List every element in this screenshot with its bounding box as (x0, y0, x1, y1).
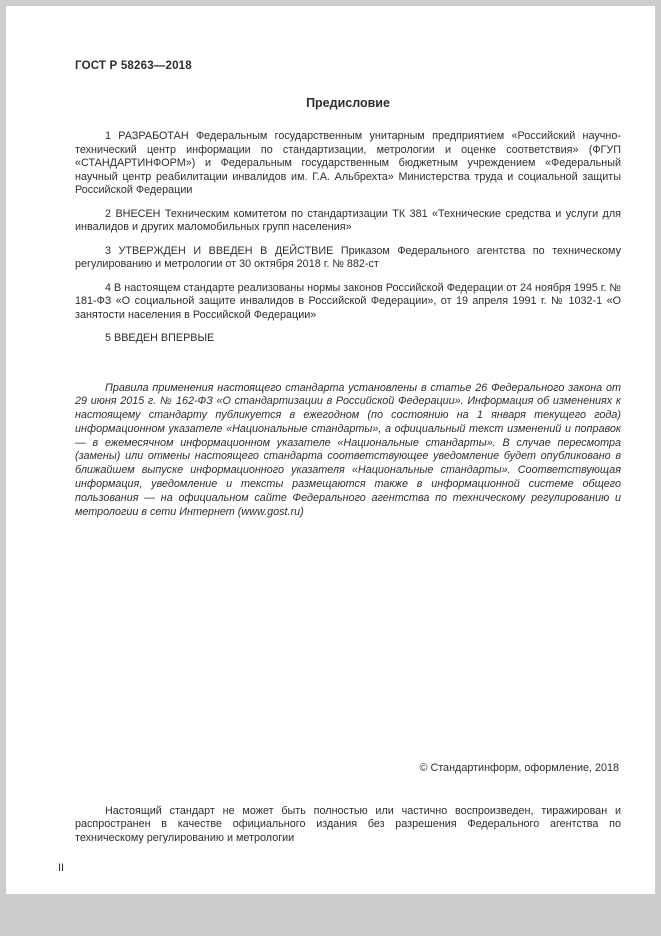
copyright-line: © Стандартинформ, оформление, 2018 (419, 762, 619, 774)
restriction-note: Настоящий стандарт не может быть полностью или частично воспроизведен, тиражирован и распространен в качестве официального издания без разрешения Федерального агентства по техническому регулированию и метрологии (75, 804, 621, 844)
paragraph-developed: 1 РАЗРАБОТАН Федеральным государственным унитарным предприятием «Российский научно-технический центр информации по стандартизации, метрологии и оценке соответствия» (ФГУП «СТАНДАРТИНФОРМ») и Федеральным государственным бюджетным учреждением «Федеральный научный центр реабилитации инвалидов им. Г.А. Альбрехта» Министерства труда и социальной защиты Российской Федерации (75, 130, 621, 196)
paragraph-approved: 3 УТВЕРЖДЕН И ВВЕДЕН В ДЕЙСТВИЕ Приказом Федерального агентства по техническому регулированию и метрологии от 30 октября 2018 г. № 882-ст (75, 244, 621, 270)
paragraph-first-edition: 5 ВВЕДЕН ВПЕРВЫЕ (105, 332, 215, 344)
page-content (75, 60, 621, 519)
page-number: II (58, 862, 65, 874)
page-title: Предисловие (306, 96, 390, 110)
document-page (6, 6, 655, 894)
doc-code: ГОСТ Р 58263—2018 (75, 60, 192, 72)
paragraph-submitted: 2 ВНЕСЕН Техническим комитетом по стандартизации ТК 381 «Технические средства и услуги для инвалидов и других маломобильных групп населения» (75, 207, 621, 233)
legal-note: Правила применения настоящего стандарта установлены в статье 26 Федерального закона от 29 июня 2015 г. № 162-ФЗ «О стандартизации в Российской Федерации». Информация об изменениях к настоящему стандарту публикуется в ежегодном (по состоянию на 1 января текущего года) информационном указателе «Национальные стандарты», а официальный текст изменений и поправок — в ежемесячном информационном указателе «Национальные стандарты». В случае пересмотра (замены) или отмены настоящего стандарта соответствующее уведомление будет опубликовано в ближайшем выпуске информационного указателя «Национальные стандарты». Соответствующая информация, уведомление и тексты размещаются также в информационной системе общего пользования — на официальном сайте Федерального агентства по техническому регулированию и метрологии в сети Интернет (www.gost.ru) (75, 381, 621, 518)
paragraph-laws: 4 В настоящем стандарте реализованы нормы законов Российской Федерации от 24 ноября 1995 г. № 181-ФЗ «О социальной защите инвалидов в Российской Федерации», от 19 апреля 1991 г. № 1032-1 «О занятости населения в Российской Федерации» (75, 281, 621, 321)
